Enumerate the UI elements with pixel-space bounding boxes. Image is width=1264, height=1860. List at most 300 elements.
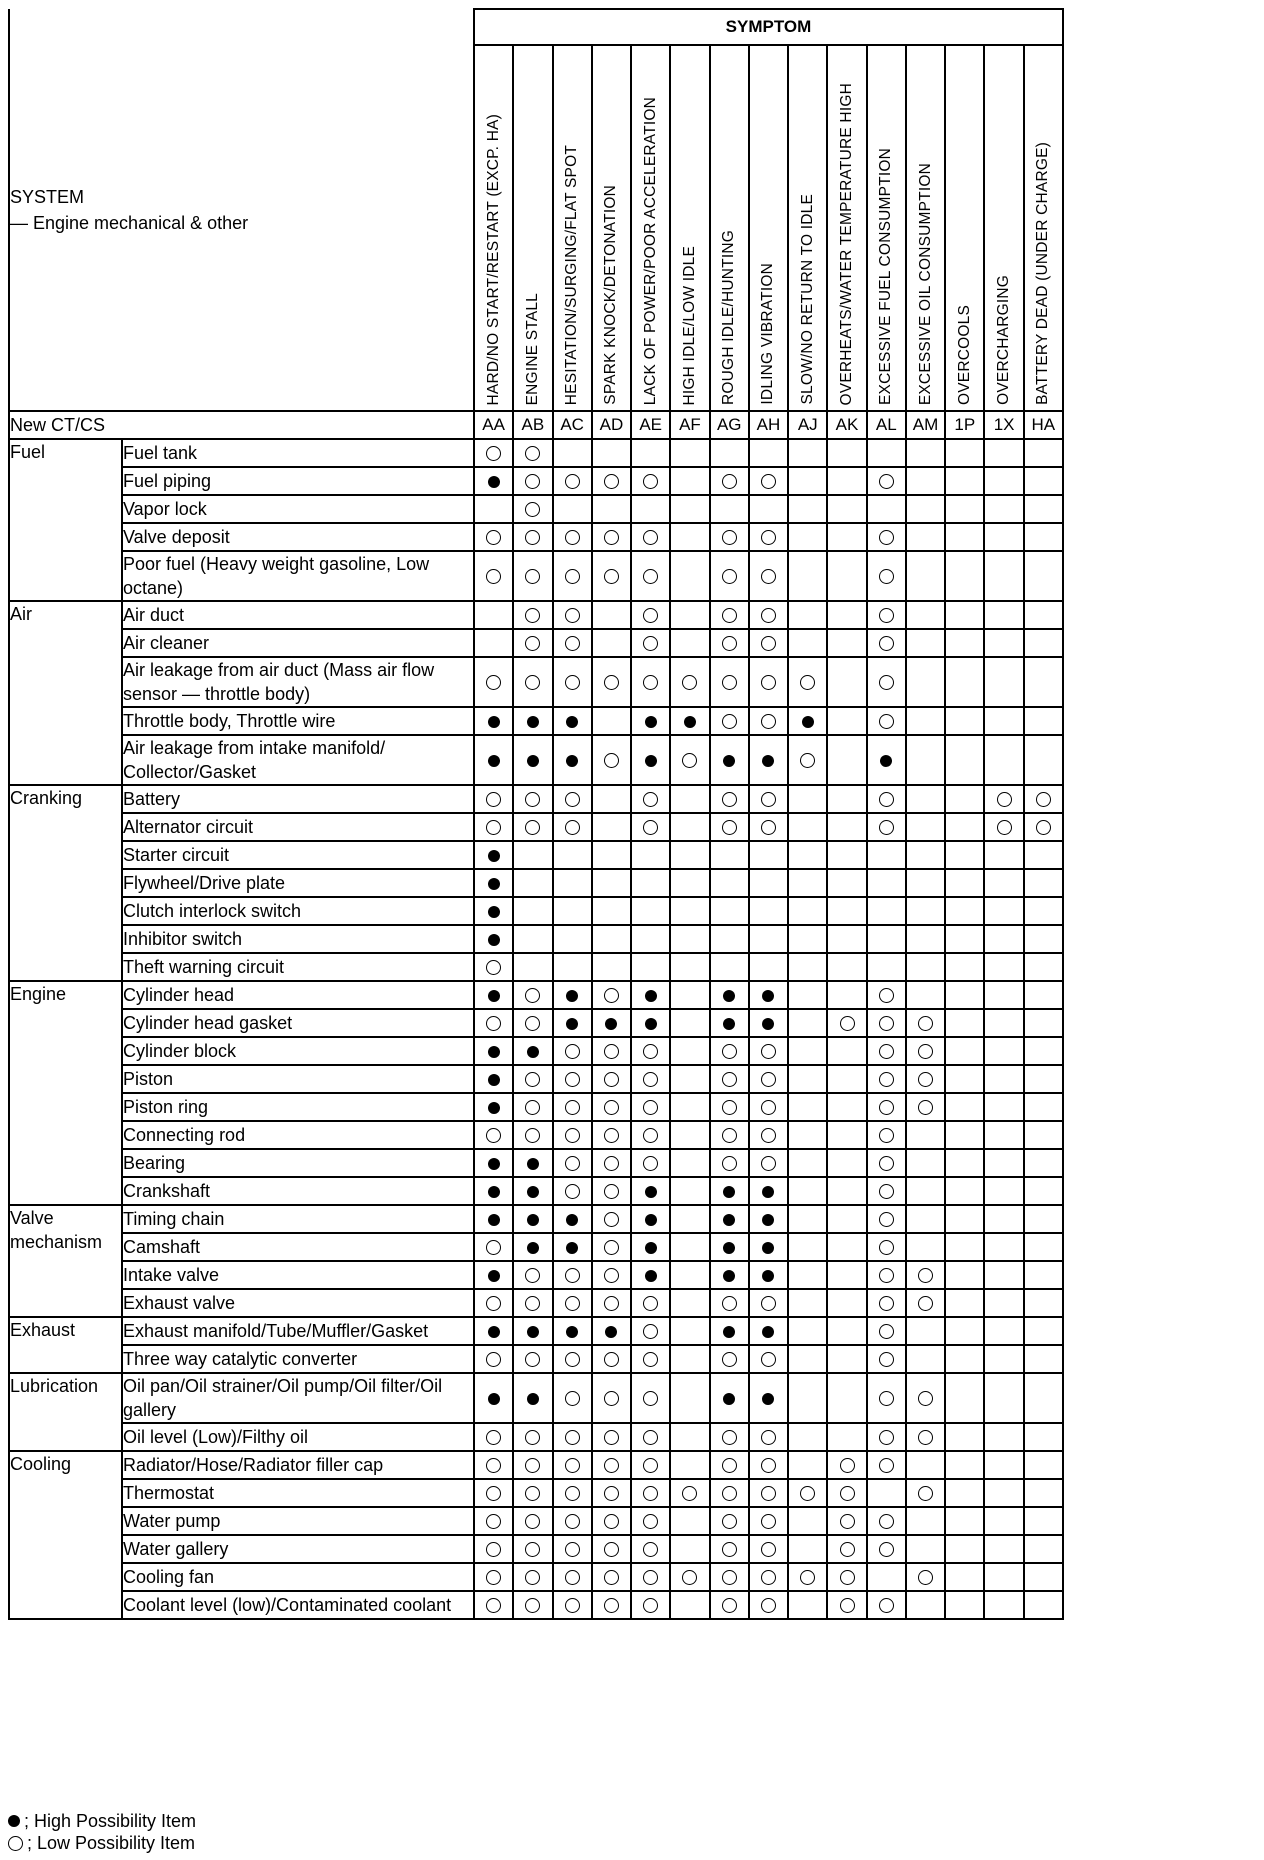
symptom-title-row (9, 9, 1063, 45)
matrix-cell (553, 813, 592, 841)
matrix-cell (553, 953, 592, 981)
low-possibility-icon (879, 1514, 894, 1529)
matrix-cell (827, 953, 866, 981)
table-row (9, 1065, 1063, 1093)
matrix-cell (788, 897, 827, 925)
matrix-cell (592, 1261, 631, 1289)
symptom-header-ha (1024, 45, 1063, 411)
matrix-cell (827, 1373, 866, 1423)
low-possibility-icon (879, 1542, 894, 1557)
low-possibility-icon (840, 1016, 855, 1031)
low-possibility-icon (643, 1352, 658, 1367)
matrix-cell (945, 953, 984, 981)
matrix-cell (553, 1205, 592, 1233)
matrix-cell (670, 869, 709, 897)
symptom-header-af (670, 45, 709, 411)
low-possibility-icon (643, 569, 658, 584)
matrix-cell (1024, 1345, 1063, 1373)
matrix-cell (788, 1563, 827, 1591)
matrix-cell (670, 735, 709, 785)
low-possibility-icon (525, 608, 540, 623)
table-row (9, 601, 1063, 629)
matrix-cell (867, 523, 906, 551)
low-possibility-icon (879, 1128, 894, 1143)
symptom-code: AG (710, 411, 749, 439)
table-row (9, 1177, 1063, 1205)
low-possibility-icon (879, 608, 894, 623)
matrix-cell (710, 1121, 749, 1149)
symptom-code: 1P (945, 411, 984, 439)
high-possibility-icon (527, 716, 539, 728)
matrix-cell (945, 467, 984, 495)
low-possibility-icon (565, 792, 580, 807)
symptom-header-am (906, 45, 945, 411)
matrix-cell (749, 1451, 788, 1479)
matrix-cell (788, 523, 827, 551)
matrix-cell (631, 1345, 670, 1373)
high-possibility-icon (566, 1018, 578, 1030)
matrix-cell (984, 1289, 1023, 1317)
matrix-cell (670, 1205, 709, 1233)
matrix-cell (827, 1317, 866, 1345)
matrix-cell (631, 1065, 670, 1093)
high-possibility-icon (488, 1326, 500, 1338)
table-row (9, 735, 1063, 785)
low-possibility-icon (1036, 792, 1051, 807)
matrix-cell (945, 869, 984, 897)
matrix-cell (592, 1093, 631, 1121)
matrix-cell (513, 1563, 552, 1591)
matrix-cell (631, 523, 670, 551)
matrix-cell (670, 1261, 709, 1289)
low-possibility-icon (565, 530, 580, 545)
matrix-cell (474, 551, 513, 601)
matrix-cell (670, 953, 709, 981)
matrix-cell (788, 925, 827, 953)
low-possibility-icon (604, 1268, 619, 1283)
matrix-cell (827, 813, 866, 841)
high-possibility-icon (527, 1158, 539, 1170)
matrix-cell (984, 981, 1023, 1009)
high-possibility-icon (527, 755, 539, 767)
item-label: Valve deposit (122, 523, 474, 551)
matrix-cell (984, 1563, 1023, 1591)
matrix-cell (631, 1423, 670, 1451)
matrix-cell (1024, 953, 1063, 981)
low-possibility-icon (761, 1352, 776, 1367)
matrix-cell (710, 735, 749, 785)
matrix-cell (827, 551, 866, 601)
matrix-cell (670, 551, 709, 601)
matrix-cell (1024, 1563, 1063, 1591)
matrix-cell (984, 601, 1023, 629)
matrix-cell (670, 1009, 709, 1037)
matrix-cell (670, 785, 709, 813)
low-possibility-icon (565, 1486, 580, 1501)
matrix-cell (945, 1507, 984, 1535)
matrix-cell (906, 523, 945, 551)
item-label: Oil pan/Oil strainer/Oil pump/Oil filter/Oil gallery (122, 1373, 474, 1423)
item-label: Fuel piping (122, 467, 474, 495)
matrix-cell (592, 735, 631, 785)
system-group: Lubrication (9, 1373, 122, 1451)
matrix-cell (1024, 735, 1063, 785)
matrix-cell (670, 1535, 709, 1563)
matrix-cell (474, 953, 513, 981)
matrix-cell (631, 1093, 670, 1121)
low-possibility-icon (486, 675, 501, 690)
matrix-cell (749, 1121, 788, 1149)
matrix-cell (827, 1233, 866, 1261)
matrix-cell (1024, 1289, 1063, 1317)
matrix-cell (788, 1121, 827, 1149)
matrix-cell (553, 1563, 592, 1591)
matrix-cell (592, 1009, 631, 1037)
system-group: Engine (9, 981, 122, 1205)
low-possibility-icon (604, 753, 619, 768)
matrix-cell (670, 981, 709, 1009)
matrix-cell (474, 1289, 513, 1317)
matrix-cell (749, 551, 788, 601)
item-label: Alternator circuit (122, 813, 474, 841)
low-possibility-icon (761, 792, 776, 807)
matrix-cell (710, 813, 749, 841)
low-possibility-icon (722, 792, 737, 807)
table-row (9, 629, 1063, 657)
low-possibility-icon (525, 1458, 540, 1473)
item-label: Exhaust manifold/Tube/Muffler/Gasket (122, 1317, 474, 1345)
symptom-code: AH (749, 411, 788, 439)
symptom-header-aa (474, 45, 513, 411)
matrix-cell (827, 1121, 866, 1149)
low-possibility-icon (525, 1430, 540, 1445)
system-group: Cooling (9, 1451, 122, 1619)
low-possibility-icon (565, 1184, 580, 1199)
matrix-cell (749, 1507, 788, 1535)
matrix-cell (1024, 1065, 1063, 1093)
matrix-cell (984, 1317, 1023, 1345)
matrix-cell (513, 1205, 552, 1233)
matrix-cell (1024, 1423, 1063, 1451)
matrix-cell (749, 467, 788, 495)
matrix-cell (592, 1591, 631, 1619)
matrix-cell (513, 439, 552, 467)
matrix-cell (906, 1093, 945, 1121)
item-label: Vapor lock (122, 495, 474, 523)
matrix-cell (710, 439, 749, 467)
matrix-cell (553, 495, 592, 523)
low-possibility-icon (918, 1100, 933, 1115)
matrix-cell (474, 1507, 513, 1535)
matrix-cell (474, 841, 513, 869)
matrix-cell (710, 523, 749, 551)
legend-low-row (8, 1832, 196, 1854)
low-possibility-icon (525, 1598, 540, 1613)
matrix-cell (788, 1009, 827, 1037)
low-possibility-icon (918, 1016, 933, 1031)
matrix-cell (1024, 601, 1063, 629)
matrix-cell (788, 981, 827, 1009)
low-possibility-icon (761, 1044, 776, 1059)
low-possibility-icon (879, 1598, 894, 1613)
matrix-cell (1024, 629, 1063, 657)
matrix-cell (553, 1093, 592, 1121)
matrix-cell (631, 1149, 670, 1177)
high-possibility-icon (488, 1074, 500, 1086)
table-row (9, 551, 1063, 601)
low-possibility-icon (486, 1430, 501, 1445)
low-possibility-icon (565, 1542, 580, 1557)
low-possibility-icon (722, 1156, 737, 1171)
low-possibility-icon (486, 1486, 501, 1501)
matrix-cell (710, 1479, 749, 1507)
high-possibility-icon (488, 1393, 500, 1405)
low-possibility-icon (682, 1486, 697, 1501)
matrix-cell (474, 1149, 513, 1177)
low-possibility-icon (879, 820, 894, 835)
matrix-cell (474, 1479, 513, 1507)
matrix-cell (592, 657, 631, 707)
low-possibility-icon (879, 474, 894, 489)
matrix-cell (749, 1037, 788, 1065)
matrix-cell (513, 1479, 552, 1507)
matrix-cell (631, 657, 670, 707)
matrix-cell (984, 707, 1023, 735)
low-possibility-icon (840, 1542, 855, 1557)
matrix-cell (592, 551, 631, 601)
matrix-cell (749, 1149, 788, 1177)
item-label: Water gallery (122, 1535, 474, 1563)
matrix-cell (1024, 897, 1063, 925)
low-possibility-icon (565, 1156, 580, 1171)
low-possibility-icon (525, 1016, 540, 1031)
symptom-code: AB (513, 411, 552, 439)
low-possibility-icon (722, 1514, 737, 1529)
matrix-cell (513, 1591, 552, 1619)
matrix-cell (710, 1233, 749, 1261)
matrix-cell (867, 1451, 906, 1479)
low-possibility-icon (840, 1598, 855, 1613)
low-possibility-icon (722, 714, 737, 729)
system-group: Cranking (9, 785, 122, 981)
matrix-cell (749, 523, 788, 551)
legend-high-label: ; High Possibility Item (24, 1811, 197, 1831)
high-possibility-icon (684, 716, 696, 728)
matrix-cell (984, 1149, 1023, 1177)
table-row (9, 1037, 1063, 1065)
table-row (9, 1261, 1063, 1289)
system-header (9, 9, 474, 411)
low-possibility-icon (761, 1156, 776, 1171)
low-possibility-icon (604, 1570, 619, 1585)
low-possibility-icon (918, 1268, 933, 1283)
matrix-cell (1024, 1149, 1063, 1177)
symptom-label: EXCESSIVE OIL CONSUMPTION (916, 162, 934, 405)
matrix-cell (906, 1507, 945, 1535)
matrix-cell (631, 925, 670, 953)
low-possibility-icon (722, 636, 737, 651)
low-possibility-icon (643, 1156, 658, 1171)
matrix-cell (553, 439, 592, 467)
matrix-cell (513, 1345, 552, 1373)
symptom-code: AL (867, 411, 906, 439)
symptom-header-ak (827, 45, 866, 411)
low-possibility-icon (604, 1240, 619, 1255)
low-possibility-icon (643, 1072, 658, 1087)
matrix-cell (592, 495, 631, 523)
matrix-cell (788, 467, 827, 495)
table-row (9, 1233, 1063, 1261)
matrix-cell (513, 707, 552, 735)
matrix-cell (867, 601, 906, 629)
low-possibility-icon (643, 675, 658, 690)
matrix-cell (1024, 1451, 1063, 1479)
matrix-cell (906, 1177, 945, 1205)
item-label: Exhaust valve (122, 1289, 474, 1317)
matrix-cell (513, 1373, 552, 1423)
low-possibility-icon (761, 530, 776, 545)
table-row (9, 657, 1063, 707)
low-possibility-icon (879, 1044, 894, 1059)
matrix-cell (553, 869, 592, 897)
low-possibility-icon (565, 1514, 580, 1529)
matrix-cell (1024, 467, 1063, 495)
matrix-cell (867, 1373, 906, 1423)
matrix-cell (867, 813, 906, 841)
matrix-cell (984, 629, 1023, 657)
matrix-cell (788, 953, 827, 981)
matrix-cell (553, 1121, 592, 1149)
matrix-cell (867, 1037, 906, 1065)
low-possibility-icon (486, 1598, 501, 1613)
low-possibility-icon (486, 1128, 501, 1143)
table-row (9, 1205, 1063, 1233)
legend-high-row (8, 1810, 196, 1832)
matrix-cell (592, 785, 631, 813)
matrix-cell (670, 1121, 709, 1149)
legend-low-label: ; Low Possibility Item (27, 1833, 196, 1853)
matrix-cell (513, 841, 552, 869)
symptom-label: EXCESSIVE FUEL CONSUMPTION (877, 148, 895, 405)
item-label: Clutch interlock switch (122, 897, 474, 925)
matrix-cell (749, 439, 788, 467)
low-possibility-icon (643, 474, 658, 489)
low-possibility-icon (525, 1268, 540, 1283)
low-possibility-icon (918, 1430, 933, 1445)
low-possibility-icon (722, 569, 737, 584)
matrix-cell (710, 495, 749, 523)
high-possibility-icon (762, 990, 774, 1002)
symptom-code: AF (670, 411, 709, 439)
matrix-cell (670, 1345, 709, 1373)
low-possibility-icon (722, 1458, 737, 1473)
low-possibility-icon (761, 1430, 776, 1445)
matrix-cell (474, 601, 513, 629)
table-row (9, 953, 1063, 981)
matrix-cell (710, 1591, 749, 1619)
low-possibility-icon (879, 530, 894, 545)
matrix-cell (553, 1535, 592, 1563)
matrix-cell (867, 1261, 906, 1289)
matrix-cell (749, 869, 788, 897)
matrix-cell (827, 523, 866, 551)
matrix-cell (827, 1149, 866, 1177)
low-possibility-icon (879, 792, 894, 807)
low-possibility-icon (604, 1458, 619, 1473)
matrix-cell (513, 1065, 552, 1093)
low-possibility-icon (918, 1570, 933, 1585)
matrix-cell (827, 1591, 866, 1619)
symptom-label: HIGH IDLE/LOW IDLE (680, 245, 698, 405)
matrix-cell (945, 1373, 984, 1423)
matrix-cell (788, 1261, 827, 1289)
matrix-cell (749, 841, 788, 869)
matrix-cell (1024, 1507, 1063, 1535)
high-possibility-icon (645, 755, 657, 767)
matrix-cell (945, 1009, 984, 1037)
low-possibility-icon (604, 1128, 619, 1143)
matrix-cell (631, 1009, 670, 1037)
symptom-label: OVERHEATS/WATER TEMPERATURE HIGH (838, 82, 856, 405)
low-possibility-icon (604, 1430, 619, 1445)
low-possibility-icon (604, 1391, 619, 1406)
low-possibility-icon (643, 1570, 658, 1585)
matrix-cell (710, 551, 749, 601)
high-possibility-icon (488, 850, 500, 862)
matrix-cell (1024, 1093, 1063, 1121)
matrix-cell (513, 1177, 552, 1205)
matrix-cell (867, 1009, 906, 1037)
matrix-cell (710, 925, 749, 953)
matrix-cell (513, 1009, 552, 1037)
matrix-cell (984, 1479, 1023, 1507)
high-possibility-icon (488, 878, 500, 890)
low-possibility-icon (525, 446, 540, 461)
matrix-cell (631, 1591, 670, 1619)
high-possibility-icon (723, 755, 735, 767)
high-possibility-icon (762, 755, 774, 767)
matrix-cell (906, 601, 945, 629)
matrix-cell (984, 1507, 1023, 1535)
high-possibility-icon (723, 990, 735, 1002)
high-possibility-icon (723, 1393, 735, 1405)
low-possibility-icon (486, 1016, 501, 1031)
matrix-cell (945, 925, 984, 953)
matrix-cell (906, 1423, 945, 1451)
matrix-cell (553, 735, 592, 785)
high-possibility-icon (488, 1158, 500, 1170)
matrix-cell (592, 813, 631, 841)
matrix-cell (945, 1121, 984, 1149)
low-possibility-icon (761, 1486, 776, 1501)
low-possibility-icon (800, 753, 815, 768)
matrix-cell (749, 925, 788, 953)
matrix-cell (670, 601, 709, 629)
high-possibility-icon (762, 1242, 774, 1254)
matrix-cell (474, 495, 513, 523)
matrix-cell (710, 1037, 749, 1065)
matrix-cell (749, 1373, 788, 1423)
matrix-cell (906, 813, 945, 841)
matrix-cell (984, 1591, 1023, 1619)
matrix-cell (867, 1563, 906, 1591)
low-possibility-icon (879, 1430, 894, 1445)
matrix-cell (631, 601, 670, 629)
low-possibility-icon (761, 608, 776, 623)
matrix-cell (710, 1261, 749, 1289)
matrix-cell (906, 1205, 945, 1233)
high-possibility-icon (527, 1214, 539, 1226)
